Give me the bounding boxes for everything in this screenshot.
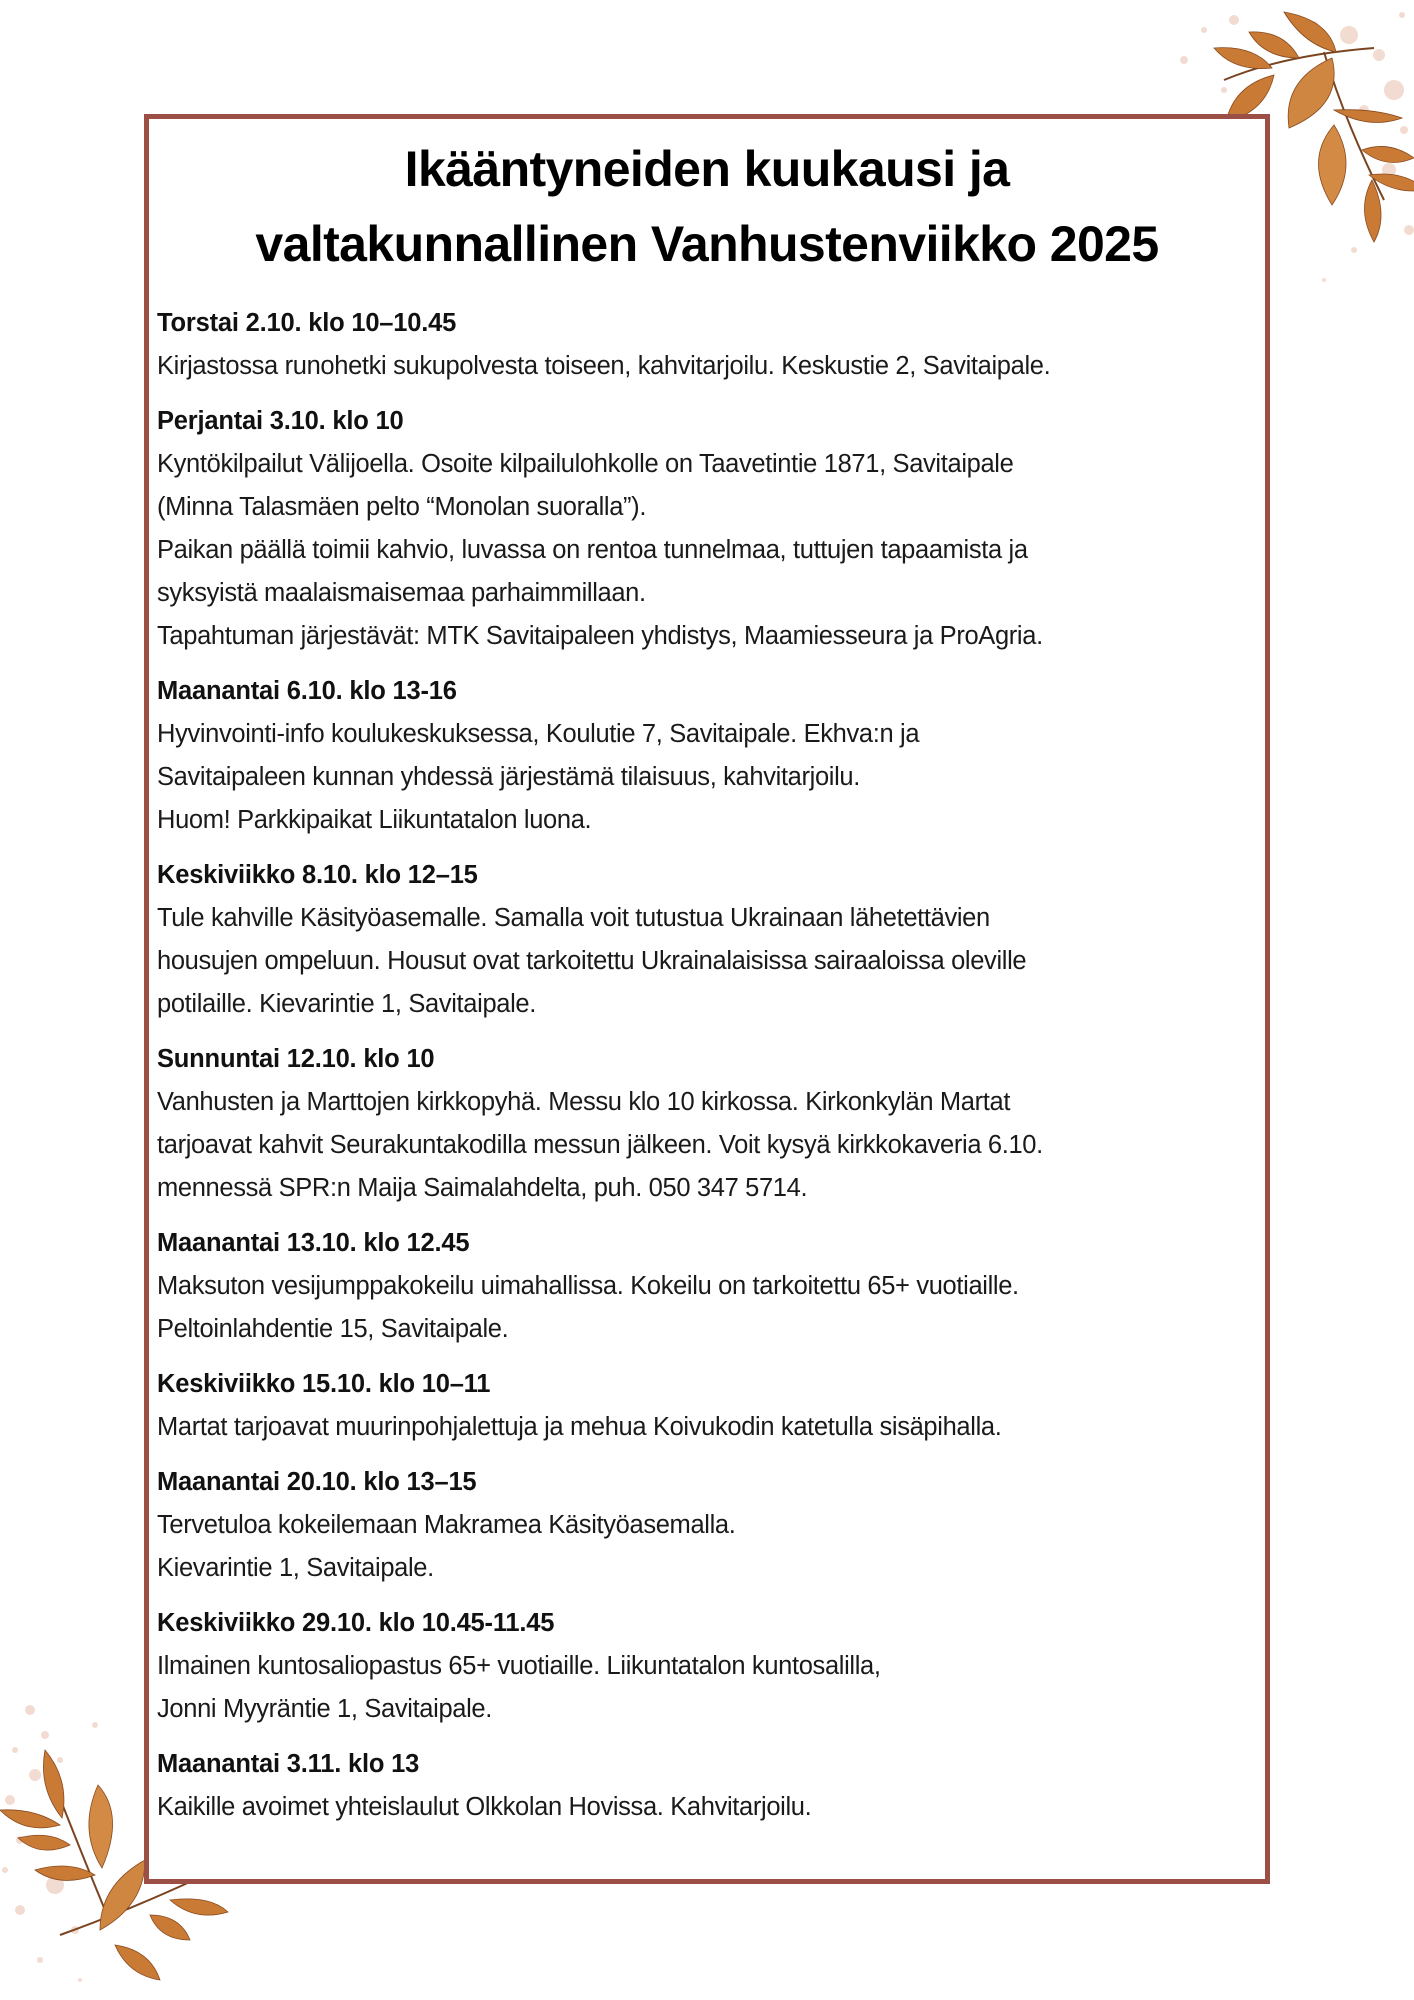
- event-item: [157, 302, 1262, 388]
- event-list: [157, 302, 1262, 1841]
- event-description: Tapahtuman järjestävät: MTK Savitaipaleen yhdistys, Maamiesseura ja ProAgria.: [157, 622, 1043, 650]
- event-item: [157, 1222, 1262, 1351]
- event-description: Paikan päällä toimii kahvio, luvassa on rentoa tunnelmaa, tuttujen tapaamista ja: [157, 536, 1028, 564]
- page-title: [144, 132, 1270, 282]
- event-heading: Perjantai 3.10. klo 10: [157, 407, 404, 435]
- event-heading: Sunnuntai 12.10. klo 10: [157, 1045, 435, 1073]
- event-item: [157, 1038, 1262, 1210]
- event-description: Hyvinvointi-info koulukeskuksessa, Koulutie 7, Savitaipale. Ekhva:n ja: [157, 720, 920, 748]
- event-description: Jonni Myyräntie 1, Savitaipale.: [157, 1695, 492, 1723]
- event-heading: Maanantai 13.10. klo 12.45: [157, 1229, 470, 1257]
- event-heading: Keskiviikko 15.10. klo 10–11: [157, 1370, 491, 1398]
- event-description: Tervetuloa kokeilemaan Makramea Käsityöasemalla.: [157, 1511, 736, 1539]
- event-heading: Maanantai 6.10. klo 13-16: [157, 677, 457, 705]
- event-item: [157, 1743, 1262, 1829]
- event-description: housujen ompeluun. Housut ovat tarkoitettu Ukrainalaisissa sairaaloissa oleville: [157, 947, 1027, 975]
- event-description: Maksuton vesijumppakokeilu uimahallissa. Kokeilu on tarkoitettu 65+ vuotiaille.: [157, 1272, 1019, 1300]
- event-description: Martat tarjoavat muurinpohjalettuja ja mehua Koivukodin katetulla sisäpihalla.: [157, 1413, 1002, 1441]
- event-description: Kirjastossa runohetki sukupolvesta toiseen, kahvitarjoilu. Keskustie 2, Savitaipale.: [157, 352, 1051, 380]
- event-item: [157, 854, 1262, 1026]
- event-description: Peltoinlahdentie 15, Savitaipale.: [157, 1315, 509, 1343]
- event-heading: Keskiviikko 8.10. klo 12–15: [157, 861, 478, 889]
- event-item: [157, 670, 1262, 842]
- event-description: Vanhusten ja Marttojen kirkkopyhä. Messu klo 10 kirkossa. Kirkonkylän Martat: [157, 1088, 1011, 1116]
- event-description: Huom! Parkkipaikat Liikuntatalon luona.: [157, 806, 592, 834]
- event-description: tarjoavat kahvit Seurakuntakodilla messun jälkeen. Voit kysyä kirkkokaveria 6.10.: [157, 1131, 1043, 1159]
- event-description: mennessä SPR:n Maija Saimalahdelta, puh. 050 347 5714.: [157, 1174, 808, 1202]
- event-heading: Keskiviikko 29.10. klo 10.45-11.45: [157, 1609, 555, 1637]
- title-line-1: Ikääntyneiden kuukausi ja: [404, 141, 1010, 197]
- event-description: Kievarintie 1, Savitaipale.: [157, 1554, 434, 1582]
- event-item: [157, 1461, 1262, 1590]
- event-description: (Minna Talasmäen pelto “Monolan suoralla”).: [157, 493, 647, 521]
- event-description: Kyntökilpailut Välijoella. Osoite kilpailulohkolle on Taavetintie 1871, Savitaipale: [157, 450, 1014, 478]
- event-description: Ilmainen kuntosaliopastus 65+ vuotiaille. Liikuntatalon kuntosalilla,: [157, 1652, 881, 1680]
- event-item: [157, 1602, 1262, 1731]
- event-heading: Torstai 2.10. klo 10–10.45: [157, 309, 457, 337]
- event-heading: Maanantai 20.10. klo 13–15: [157, 1468, 477, 1496]
- title-line-2: valtakunnallinen Vanhustenviikko 2025: [255, 216, 1159, 272]
- event-item: [157, 1363, 1262, 1449]
- event-heading: Maanantai 3.11. klo 13: [157, 1750, 420, 1778]
- event-description: Tule kahville Käsityöasemalle. Samalla voit tutustua Ukrainaan lähetettävien: [157, 904, 990, 932]
- event-description: Savitaipaleen kunnan yhdessä järjestämä tilaisuus, kahvitarjoilu.: [157, 763, 860, 791]
- event-description: syksyistä maalaismaisemaa parhaimmillaan.: [157, 579, 646, 607]
- event-description: potilaille. Kievarintie 1, Savitaipale.: [157, 990, 536, 1018]
- event-item: [157, 400, 1262, 658]
- event-description: Kaikille avoimet yhteislaulut Olkkolan Hovissa. Kahvitarjoilu.: [157, 1793, 812, 1821]
